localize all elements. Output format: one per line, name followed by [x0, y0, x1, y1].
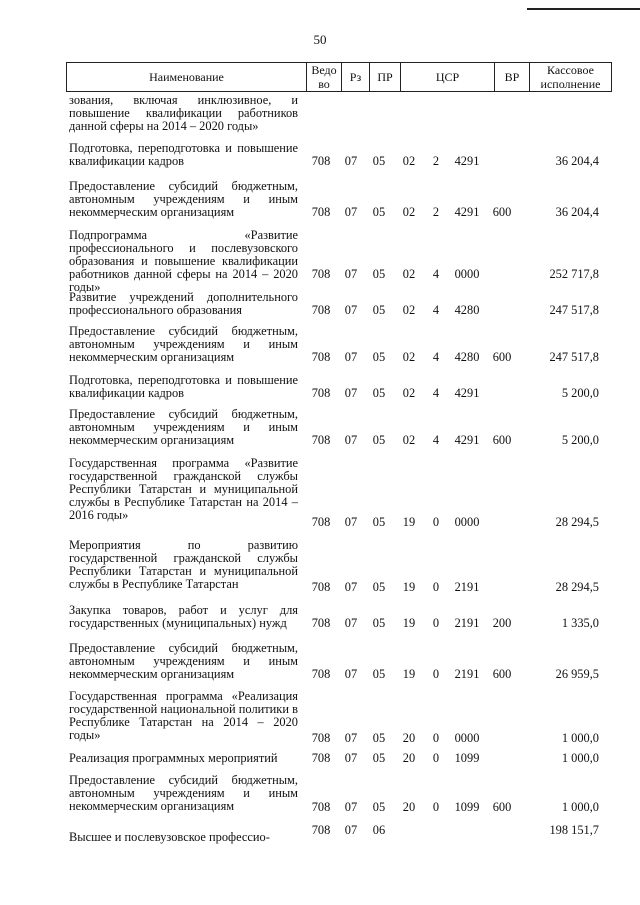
- header-rz: Рз: [342, 63, 370, 91]
- row-pr: 05: [372, 515, 386, 529]
- row-pr: 06: [372, 823, 386, 837]
- row-name: Предоставление субсидий бюджетным, автономным учреждениям и иным некоммерческим организациям: [69, 773, 298, 813]
- row-vr: 600: [492, 205, 512, 219]
- row-amount: 36 204,4: [555, 154, 599, 168]
- row-name: Реализация программных мероприятий: [69, 751, 278, 765]
- row-rz: 07: [344, 616, 358, 630]
- row-name: Мероприятия по развитию государственной гражданской службы Республики Татарстан и муниципальной службы в Республике Татарстан: [69, 538, 298, 591]
- row-name: Предоставление субсидий бюджетным, автономным учреждениям и иным некоммерческим организациям: [69, 179, 298, 219]
- row-csr1: 19: [402, 616, 416, 630]
- row-name: Предоставление субсидий бюджетным, автономным учреждениям и иным некоммерческим организациям: [69, 324, 298, 364]
- row-ved: 708: [311, 751, 331, 765]
- row-pr: 05: [372, 267, 386, 281]
- header-pr: ПР: [370, 63, 401, 91]
- row-csr1: 20: [402, 800, 416, 814]
- row-ved: 708: [311, 303, 331, 317]
- row-amount: 28 294,5: [555, 515, 599, 529]
- row-csr2: 4: [432, 433, 440, 447]
- row-name: Предоставление субсидий бюджетным, автономным учреждениям и иным некоммерческим организациям: [69, 407, 298, 447]
- row-pr: 05: [372, 800, 386, 814]
- row-csr3: 4291: [454, 154, 480, 168]
- row-csr3: 4291: [454, 205, 480, 219]
- row-csr3: 4291: [454, 433, 480, 447]
- row-vr: 200: [492, 616, 512, 630]
- row-csr3: 4280: [454, 350, 480, 364]
- row-rz: 07: [344, 205, 358, 219]
- row-csr2: 0: [432, 616, 440, 630]
- row-csr1: 02: [402, 267, 416, 281]
- page-number: 50: [313, 32, 327, 47]
- row-pr: 05: [372, 386, 386, 400]
- row-amount: 252 717,8: [549, 267, 599, 281]
- row-amount: 247 517,8: [549, 350, 599, 364]
- row-name: зования, включая инклюзивное, и повышение квалификации работников данной сферы на 2014 – 2020 годы»: [69, 93, 298, 133]
- header-name: Наименование: [67, 63, 307, 91]
- row-rz: 07: [344, 515, 358, 529]
- row-ved: 708: [311, 350, 331, 364]
- row-csr3: 2191: [454, 580, 480, 594]
- row-csr1: 02: [402, 350, 416, 364]
- row-name: Подготовка, переподготовка и повышение квалификации кадров: [69, 141, 298, 168]
- header-kassa-line1: Кассовое: [547, 63, 594, 77]
- row-csr2: 4: [432, 267, 440, 281]
- row-name: Развитие учреждений дополнительного профессионального образования: [69, 290, 298, 317]
- row-rz: 07: [344, 751, 358, 765]
- row-rz: 07: [344, 580, 358, 594]
- row-csr2: 0: [432, 580, 440, 594]
- row-csr2: 2: [432, 205, 440, 219]
- row-vr: 600: [492, 667, 512, 681]
- row-name: Подготовка, переподготовка и повышение квалификации кадров: [69, 373, 298, 400]
- row-rz: 07: [344, 154, 358, 168]
- row-amount: 28 294,5: [555, 580, 599, 594]
- row-csr2: 2: [432, 154, 440, 168]
- row-ved: 708: [311, 205, 331, 219]
- row-csr2: 0: [432, 515, 440, 529]
- row-pr: 05: [372, 154, 386, 168]
- row-rz: 07: [344, 433, 358, 447]
- row-name: Высшее и послевузовское профессио-: [69, 830, 270, 844]
- row-csr3: 0000: [454, 267, 480, 281]
- row-rz: 07: [344, 267, 358, 281]
- row-ved: 708: [311, 800, 331, 814]
- row-csr3: 4291: [454, 386, 480, 400]
- header-ved-line2: во: [318, 77, 330, 91]
- row-vr: 600: [492, 350, 512, 364]
- row-csr1: 02: [402, 154, 416, 168]
- row-csr3: 4280: [454, 303, 480, 317]
- row-rz: 07: [344, 667, 358, 681]
- row-csr3: 2191: [454, 667, 480, 681]
- row-amount: 247 517,8: [549, 303, 599, 317]
- row-csr2: 4: [432, 350, 440, 364]
- row-name: Предоставление субсидий бюджетным, автономным учреждениям и иным некоммерческим организациям: [69, 641, 298, 681]
- row-pr: 05: [372, 205, 386, 219]
- row-csr1: 19: [402, 667, 416, 681]
- header-vr: ВР: [495, 63, 530, 91]
- row-pr: 05: [372, 580, 386, 594]
- row-pr: 05: [372, 350, 386, 364]
- row-name: Государственная программа «Развитие государственной гражданской службы Республики Татарстан и муниципальной службы в Республике Татарстан на 2014 – 2016 годы»: [69, 456, 298, 522]
- row-amount: 198 151,7: [549, 823, 599, 837]
- row-name: Закупка товаров, работ и услуг для государственных (муниципальных) нужд: [69, 603, 298, 630]
- row-csr3: 1099: [454, 751, 480, 765]
- row-name: Государственная программа «Реализация государственной национальной политики в Республике Татарстан на 2014 – 2020 годы»: [69, 689, 298, 742]
- row-ved: 708: [311, 616, 331, 630]
- row-pr: 05: [372, 667, 386, 681]
- row-csr2: 4: [432, 303, 440, 317]
- row-csr2: 0: [432, 731, 440, 745]
- row-ved: 708: [311, 515, 331, 529]
- row-csr2: 0: [432, 751, 440, 765]
- header-ved-line1: Ведо: [311, 63, 337, 77]
- header-kassa-line2: исполнение: [540, 77, 601, 91]
- row-csr1: 02: [402, 205, 416, 219]
- row-amount: 26 959,5: [555, 667, 599, 681]
- row-csr2: 0: [432, 667, 440, 681]
- row-csr3: 2191: [454, 616, 480, 630]
- row-amount: 1 335,0: [561, 616, 599, 630]
- row-csr3: 0000: [454, 731, 480, 745]
- row-amount: 36 204,4: [555, 205, 599, 219]
- row-csr1: 19: [402, 580, 416, 594]
- row-rz: 07: [344, 386, 358, 400]
- row-amount: 1 000,0: [561, 731, 599, 745]
- row-csr1: 19: [402, 515, 416, 529]
- row-csr3: 0000: [454, 515, 480, 529]
- row-pr: 05: [372, 731, 386, 745]
- row-csr3: 1099: [454, 800, 480, 814]
- row-ved: 708: [311, 731, 331, 745]
- row-pr: 05: [372, 751, 386, 765]
- row-csr1: 02: [402, 433, 416, 447]
- row-name: Подпрограмма «Развитие профессионального и послевузовского образования и повышение квалификации работников данной сферы на 2014 – 2020 годы»: [69, 228, 298, 294]
- row-pr: 05: [372, 433, 386, 447]
- row-ved: 708: [311, 823, 331, 837]
- row-pr: 05: [372, 303, 386, 317]
- row-csr1: 02: [402, 386, 416, 400]
- row-rz: 07: [344, 731, 358, 745]
- row-ved: 708: [311, 386, 331, 400]
- row-ved: 708: [311, 433, 331, 447]
- row-ved: 708: [311, 580, 331, 594]
- row-csr1: 20: [402, 731, 416, 745]
- row-rz: 07: [344, 303, 358, 317]
- row-csr2: 0: [432, 800, 440, 814]
- header-csr: ЦСР: [401, 63, 495, 91]
- row-ved: 708: [311, 154, 331, 168]
- row-ved: 708: [311, 267, 331, 281]
- row-rz: 07: [344, 823, 358, 837]
- row-rz: 07: [344, 350, 358, 364]
- row-amount: 5 200,0: [561, 433, 599, 447]
- row-csr1: 02: [402, 303, 416, 317]
- row-vr: 600: [492, 800, 512, 814]
- row-amount: 1 000,0: [561, 800, 599, 814]
- row-ved: 708: [311, 667, 331, 681]
- row-amount: 1 000,0: [561, 751, 599, 765]
- row-pr: 05: [372, 616, 386, 630]
- row-amount: 5 200,0: [561, 386, 599, 400]
- row-rz: 07: [344, 800, 358, 814]
- row-csr2: 4: [432, 386, 440, 400]
- row-vr: 600: [492, 433, 512, 447]
- row-csr1: 20: [402, 751, 416, 765]
